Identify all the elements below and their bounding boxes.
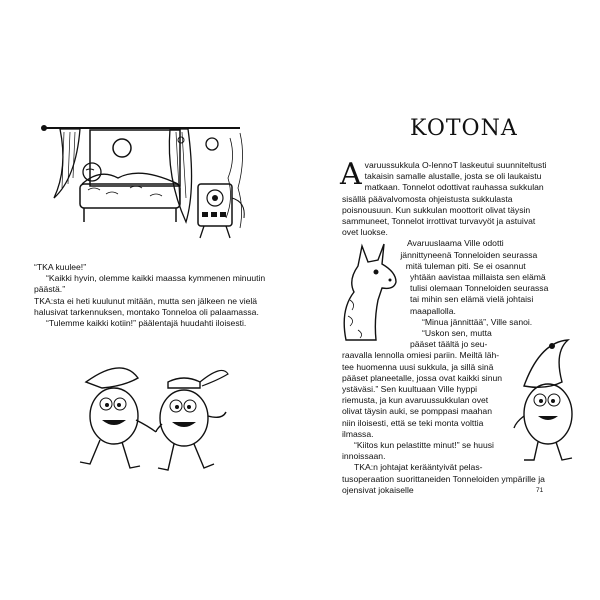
paragraph: “Minua jännittää”, Ville sanoi. <box>422 316 533 327</box>
paragraph: “Uskon sen, mutta pääset täältä jo seuraavalla lennolla omiesi pariin. Meiltä lähtee huomenna uusi sukkula, ja sillä sinä pääset planeetalle, jossa ovat kaikki sinun ystäväsi.” Sen kuultuaan Ville hyppi riemusta, ja kun avaruussukkulan ovet olivat täysin auki, se pomppasi maahan niin iloisesti, että se teki monta volttia ilmassa. <box>342 328 503 439</box>
paragraph: varuussukkula O-lennoT laskeutui suunniteltusti takaisin samalle alustalle, josta se oli laukaistu matkaan. Tonnelot odottivat rauhassa sukkulan sisällä päävalvomosta ohjeistusta sukkulasta poisnousuun. Kun sukkulan moottorit olivat täysin sammuneet, Tonnelot irrottivat turvavyöt ja astuivat ovet luokse. <box>342 160 547 238</box>
paragraph: “Tulemme kaikki kotiin!” päälentajä huudahti iloisesti. <box>46 318 247 329</box>
wizard-creature-illustration <box>510 336 588 466</box>
llama-illustration <box>338 240 404 344</box>
drop-cap: A <box>340 157 362 192</box>
paragraph: “Kiitos kun pelastitte minut!” se huusi innoissaan. <box>342 440 494 462</box>
dancing-creatures-illustration <box>72 360 242 480</box>
page-number: 71 <box>536 487 544 494</box>
paragraph: Avaruuslaama Ville odotti jännittyneenä Tonneloiden seurassa mitä tuleman piti. Se ei osannut yhtään aavistaa millaista sen elämä tulisi olemaan Tonneloiden seurassa tai mihin sen elämä vielä johtaisi maapallolla. <box>400 238 549 316</box>
left-page-text <box>34 262 274 329</box>
paragraph: TKA:sta ei heti kuulunut mitään, mutta sen jälkeen ne vielä halusivat tarkennuksen, montako Tonneloa oli palaamassa. <box>34 295 259 317</box>
right-page-text <box>340 157 552 496</box>
paragraph: “Kaikki hyvin, olemme kaikki maassa kymmenen minuutin päästä.” <box>34 273 266 295</box>
paragraph: TKA:n johtajat kerääntyivät pelastusoperaation suorittaneiden Tonneloiden ympärille ja ojensivat jokaiselle <box>342 462 545 495</box>
paragraph: “TKA kuulee!” <box>34 262 87 272</box>
bedroom-scene-illustration <box>40 118 260 248</box>
chapter-title: KOTONA <box>410 116 518 141</box>
